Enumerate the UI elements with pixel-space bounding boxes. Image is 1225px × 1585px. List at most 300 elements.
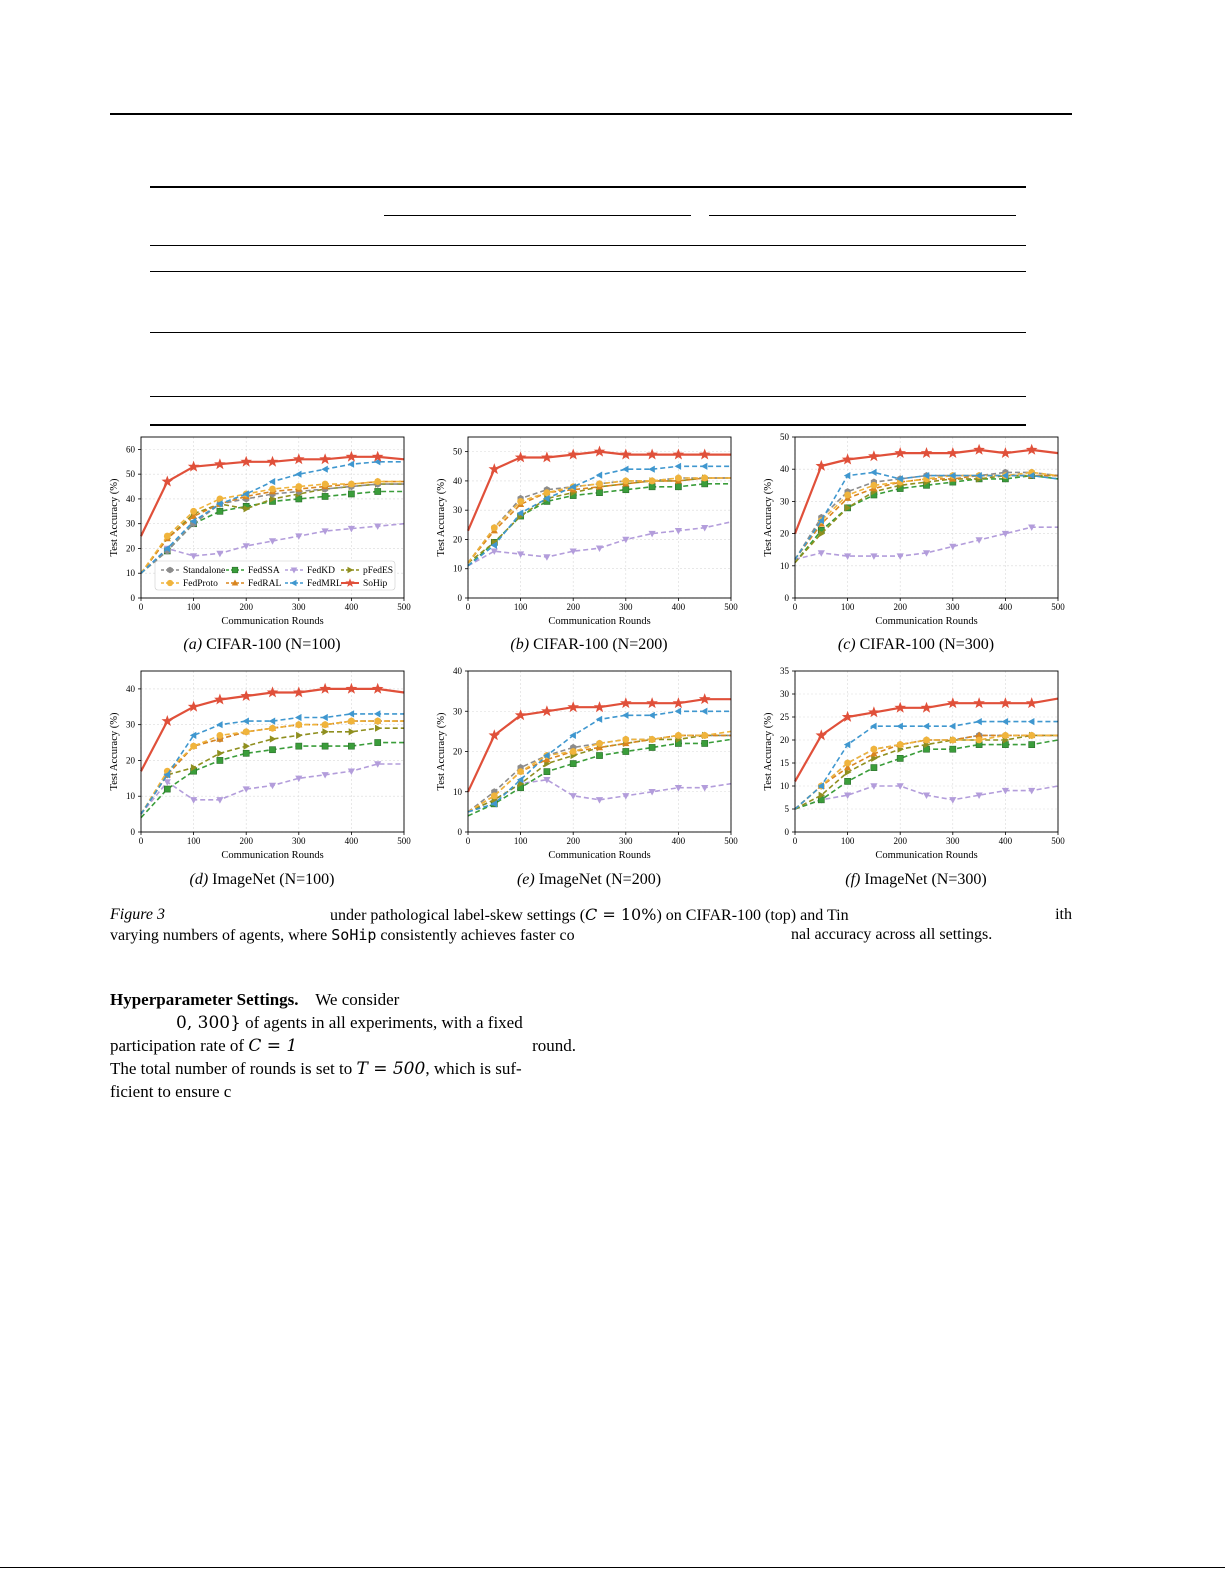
y-tick-label: 35 — [780, 666, 789, 676]
marker-sohip — [214, 694, 226, 705]
subcaption-b: (b) CIFAR-100 (N=200) — [510, 636, 668, 653]
marker-fedmrl — [648, 466, 655, 473]
marker-fedmrl — [675, 463, 682, 470]
x-tick-label: 0 — [792, 836, 798, 846]
marker-sohip — [947, 697, 959, 708]
x-tick-label: 500 — [397, 836, 411, 846]
y-axis-label: Test Accuracy (%) — [436, 478, 447, 557]
marker-fedmrl — [896, 723, 903, 730]
subcaption-d: (d) ImageNet (N=100) — [189, 871, 335, 888]
marker-fedproto — [844, 760, 851, 767]
y-tick-label: 15 — [780, 758, 789, 768]
series-line-fedssa — [468, 484, 731, 566]
marker-fedssa — [544, 769, 550, 775]
x-tick-label: 400 — [998, 602, 1013, 612]
marker-fedproto — [517, 498, 524, 505]
table-toprule — [150, 186, 1026, 188]
legend-label-standalone: Standalone — [183, 566, 226, 576]
figure-label: Figure 3 — [110, 906, 165, 923]
marker-fedssa — [296, 743, 302, 749]
chart-svg — [432, 432, 742, 627]
marker-fedssa — [570, 761, 576, 767]
legend-label-fedproto: FedProto — [183, 579, 218, 589]
marker-sohip — [699, 693, 711, 704]
header-rule — [110, 113, 1072, 115]
y-axis-label: Test Accuracy (%) — [763, 712, 774, 791]
y-tick-label: 20 — [453, 746, 462, 757]
marker-pfedes — [349, 728, 356, 735]
marker-fedmrl — [1028, 718, 1035, 725]
marker-sohip — [646, 449, 658, 460]
y-tick-label: 50 — [453, 446, 462, 457]
y-tick-label: 5 — [784, 804, 789, 814]
marker-fedssa — [322, 743, 328, 749]
marker-fedproto — [675, 475, 682, 482]
marker-fedproto — [570, 748, 577, 755]
y-tick-label: 20 — [453, 534, 462, 545]
x-axis-label: Communication Rounds — [548, 616, 651, 627]
marker-pfedes — [296, 732, 303, 739]
marker-sohip — [947, 447, 959, 458]
marker-sohip — [267, 456, 279, 467]
marker-fedmrl — [242, 718, 249, 725]
marker-fedssa — [269, 747, 275, 753]
marker-fedmrl — [675, 708, 682, 715]
marker-sohip — [673, 697, 685, 708]
x-tick-label: 300 — [946, 836, 960, 846]
chart-panel-f — [759, 666, 1069, 861]
figure-caption-line2: varying numbers of agents, where SoHip consistently achieves faster co nal accuracy across all settings. — [110, 926, 993, 944]
marker-sohip — [319, 683, 331, 694]
marker-sohip — [921, 447, 933, 458]
x-tick-label: 100 — [186, 602, 201, 612]
marker-fedssa — [217, 508, 223, 514]
chart-svg — [432, 666, 742, 861]
marker-sohip — [567, 701, 579, 712]
marker-fedmrl — [321, 714, 328, 721]
y-tick-label: 25 — [780, 712, 789, 722]
marker-fedproto — [164, 533, 171, 540]
subcaption-c: (c) CIFAR-100 (N=300) — [837, 636, 995, 653]
marker-fedproto — [322, 481, 329, 488]
legend-label-sohip: SoHip — [363, 579, 388, 589]
paragraph-line5: ficient to ensure c — [110, 1082, 232, 1101]
y-tick-label: 30 — [453, 706, 462, 717]
marker-fedproto — [374, 718, 381, 725]
y-tick-label: 20 — [126, 755, 135, 766]
marker-sohip — [594, 701, 606, 712]
marker-sohip — [973, 697, 985, 708]
subcaption-f: (f) ImageNet (N=300) — [845, 871, 987, 888]
x-axis-label: Communication Rounds — [875, 616, 978, 627]
x-axis-label: Communication Rounds — [548, 850, 651, 861]
marker-fedproto — [649, 736, 656, 743]
y-tick-label: 40 — [126, 683, 135, 694]
x-tick-label: 200 — [893, 836, 907, 846]
y-tick-label: 10 — [126, 568, 135, 579]
x-axis-label: Communication Rounds — [875, 850, 978, 861]
marker-sohip — [515, 451, 527, 462]
caption-segment-2: ith — [1055, 906, 1072, 923]
marker-fedproto — [870, 746, 877, 753]
y-tick-label: 40 — [780, 464, 789, 475]
marker-sohip — [973, 444, 985, 455]
x-tick-label: 0 — [138, 602, 144, 612]
x-tick-label: 500 — [1051, 836, 1065, 846]
marker-fedmrl — [870, 469, 877, 476]
chart-svg — [105, 432, 415, 627]
marker-fedproto — [348, 481, 355, 488]
marker-fedssa — [950, 746, 956, 752]
marker-fedproto — [269, 725, 276, 732]
x-tick-label: 400 — [671, 602, 686, 612]
x-tick-label: 400 — [344, 602, 359, 612]
marker-fedproto — [1028, 732, 1035, 739]
marker-fedssa — [348, 743, 354, 749]
marker-fedmrl — [295, 714, 302, 721]
marker-sohip — [868, 706, 880, 717]
marker-pfedes — [244, 743, 251, 750]
marker-sohip — [594, 446, 606, 457]
y-axis-label: Test Accuracy (%) — [763, 478, 774, 557]
marker-fedkd — [949, 797, 956, 804]
marker-fedproto — [976, 737, 983, 744]
y-axis-label: Test Accuracy (%) — [109, 712, 120, 791]
paragraph-line4: The total number of rounds is set to T = 500, which is suf- — [110, 1059, 522, 1079]
x-tick-label: 200 — [566, 602, 580, 612]
legend-marker-fedproto — [167, 580, 173, 586]
x-tick-label: 300 — [946, 602, 960, 612]
marker-fedssa — [649, 744, 655, 750]
marker-fedssa — [623, 748, 629, 754]
chart-panel-b — [432, 432, 742, 627]
x-tick-label: 0 — [465, 836, 471, 846]
marker-fedproto — [190, 743, 197, 750]
y-tick-label: 40 — [453, 475, 462, 486]
marker-fedproto — [190, 508, 197, 515]
marker-fedssa — [164, 786, 170, 792]
marker-fedssa — [675, 484, 681, 490]
caption-segment-1: under pathological label-skew settings (C = 10%) on CIFAR-100 (top) and Tin — [330, 905, 849, 924]
marker-fedssa — [596, 490, 602, 496]
marker-fedproto — [374, 478, 381, 485]
table-rule-3 — [150, 332, 1026, 333]
y-tick-label: 40 — [453, 666, 462, 676]
y-tick-label: 30 — [453, 505, 462, 516]
marker-fedproto — [491, 524, 498, 531]
subcaption-e: (e) ImageNet (N=200) — [516, 871, 662, 888]
marker-sohip — [816, 729, 828, 740]
marker-fedssa — [348, 491, 354, 497]
marker-sohip — [162, 476, 174, 487]
y-tick-label: 0 — [130, 593, 135, 603]
marker-fedproto — [295, 483, 302, 490]
marker-sohip — [541, 705, 553, 716]
marker-fedproto — [897, 741, 904, 748]
marker-fedmrl — [374, 710, 381, 717]
marker-fedproto — [1002, 732, 1009, 739]
marker-fedkd — [216, 551, 223, 558]
marker-fedmrl — [348, 461, 355, 468]
y-tick-label: 30 — [780, 689, 789, 699]
marker-sohip — [267, 686, 279, 697]
marker-fedkd — [322, 772, 329, 778]
marker-sohip — [1000, 697, 1012, 708]
y-tick-label: 50 — [126, 469, 135, 480]
x-tick-label: 200 — [239, 836, 253, 846]
marker-sohip — [162, 715, 174, 726]
y-tick-label: 0 — [784, 827, 789, 837]
x-tick-label: 100 — [186, 836, 201, 846]
marker-fedproto — [675, 732, 682, 739]
x-tick-label: 100 — [840, 602, 855, 612]
x-tick-label: 100 — [513, 602, 528, 612]
marker-pfedes — [375, 725, 382, 732]
y-axis-label: Test Accuracy (%) — [109, 478, 120, 557]
legend-marker-fedssa — [232, 567, 238, 573]
x-tick-label: 200 — [893, 602, 907, 612]
legend-label-fedral: FedRAL — [248, 579, 282, 589]
marker-sohip — [372, 683, 384, 694]
marker-fedkd — [243, 786, 250, 792]
marker-fedproto — [491, 792, 498, 799]
x-tick-label: 500 — [724, 602, 738, 612]
marker-sohip — [699, 449, 711, 460]
marker-fedmrl — [348, 710, 355, 717]
chart-svg — [759, 666, 1069, 861]
marker-fedproto — [243, 728, 250, 735]
method-name: SoHip — [331, 926, 377, 944]
x-tick-label: 300 — [619, 602, 633, 612]
y-tick-label: 10 — [453, 563, 462, 574]
marker-sohip — [1026, 444, 1038, 455]
marker-fedkd — [596, 546, 603, 553]
x-tick-label: 400 — [998, 836, 1013, 846]
marker-pfedes — [322, 728, 329, 735]
marker-fedmrl — [596, 472, 603, 479]
marker-fedproto — [295, 721, 302, 728]
marker-fedkd — [164, 779, 171, 786]
y-tick-label: 10 — [780, 781, 789, 791]
marker-fedmrl — [269, 718, 276, 725]
y-axis-label: Test Accuracy (%) — [436, 712, 447, 791]
subcaption-a: (a) CIFAR-100 (N=100) — [183, 636, 341, 653]
x-tick-label: 500 — [397, 602, 411, 612]
marker-fedmrl — [923, 723, 930, 730]
marker-fedproto — [348, 718, 355, 725]
marker-fedproto — [322, 721, 329, 728]
table-bottomrule — [150, 424, 1026, 426]
marker-pfedes — [270, 735, 277, 742]
marker-fedssa — [897, 755, 903, 761]
legend-label-pfedes: pFedES — [363, 566, 394, 576]
legend-label-fedmrl: FedMRL — [307, 579, 342, 589]
marker-sohip — [620, 697, 632, 708]
marker-pfedes — [217, 750, 224, 757]
chart-legend — [155, 561, 395, 590]
x-tick-label: 100 — [513, 836, 528, 846]
plot-frame — [795, 437, 1058, 598]
marker-fedkd — [543, 554, 550, 561]
marker-fedmrl — [321, 466, 328, 473]
y-tick-label: 0 — [457, 827, 462, 837]
y-tick-label: 50 — [780, 432, 789, 442]
marker-fedssa — [623, 487, 629, 493]
marker-fedkd — [622, 793, 629, 800]
marker-sohip — [346, 451, 358, 462]
marker-fedproto — [949, 737, 956, 744]
marker-sohip — [921, 702, 933, 713]
x-tick-label: 0 — [465, 602, 471, 612]
marker-sohip — [489, 463, 501, 474]
y-tick-label: 20 — [780, 528, 789, 539]
paragraph-heading: Hyperparameter Settings. — [110, 990, 299, 1009]
x-tick-label: 400 — [344, 836, 359, 846]
marker-fedssa — [375, 488, 381, 494]
x-tick-label: 300 — [292, 836, 306, 846]
paragraph-line3: participation rate of C = 1 round. — [110, 1036, 576, 1056]
marker-fedmrl — [216, 721, 223, 728]
marker-fedssa — [845, 778, 851, 784]
marker-fedmrl — [701, 708, 708, 715]
marker-sohip — [319, 453, 331, 464]
marker-fedmrl — [1002, 718, 1009, 725]
y-tick-label: 30 — [126, 719, 135, 730]
marker-fedproto — [517, 768, 524, 775]
x-tick-label: 200 — [566, 836, 580, 846]
marker-fedproto — [622, 477, 629, 484]
marker-fedkd — [701, 785, 708, 792]
marker-sohip — [1026, 697, 1038, 708]
marker-fedssa — [596, 752, 602, 758]
marker-fedmrl — [648, 712, 655, 719]
marker-fedkd — [570, 793, 577, 800]
marker-fedmrl — [269, 478, 276, 485]
x-tick-label: 300 — [292, 602, 306, 612]
y-tick-label: 0 — [130, 827, 135, 837]
y-tick-label: 0 — [784, 593, 789, 603]
table-rule-2 — [150, 271, 1026, 272]
x-tick-label: 200 — [239, 602, 253, 612]
series-line-fedmrl — [141, 462, 404, 573]
marker-fedproto — [543, 489, 550, 496]
marker-fedkd — [897, 553, 904, 560]
x-tick-label: 400 — [671, 836, 686, 846]
y-tick-label: 20 — [780, 735, 789, 745]
marker-sohip — [816, 460, 828, 471]
chart-svg — [105, 666, 415, 861]
y-tick-label: 10 — [780, 560, 789, 571]
x-tick-label: 0 — [138, 836, 144, 846]
marker-fedssa — [1029, 742, 1035, 748]
marker-fedproto — [269, 486, 276, 493]
marker-fedssa — [375, 739, 381, 745]
table-cmidrule-right — [709, 215, 1016, 216]
legend-label-fedkd: FedKD — [307, 566, 335, 576]
marker-fedkd — [675, 528, 682, 535]
marker-fedproto — [844, 492, 851, 499]
x-tick-label: 300 — [619, 836, 633, 846]
chart-panel-a — [105, 432, 415, 627]
marker-fedmrl — [622, 712, 629, 719]
paragraph-line2: 0, 300} of agents in all experiments, with a fixed — [176, 1013, 523, 1033]
table-rule-4 — [150, 396, 1026, 397]
marker-fedmrl — [844, 741, 851, 748]
marker-fedmrl — [596, 716, 603, 723]
marker-fedkd — [949, 544, 956, 551]
marker-fedproto — [596, 480, 603, 487]
marker-sohip — [894, 447, 906, 458]
y-tick-label: 40 — [126, 493, 135, 504]
chart-svg — [759, 432, 1069, 627]
x-axis-label: Communication Rounds — [221, 616, 324, 627]
marker-fedssa — [871, 765, 877, 771]
x-tick-label: 500 — [724, 836, 738, 846]
marker-sohip — [214, 458, 226, 469]
marker-fedproto — [701, 732, 708, 739]
footer-rule — [0, 1567, 1225, 1568]
series-line-fedssa — [468, 739, 731, 816]
marker-fedproto — [701, 475, 708, 482]
paragraph-line1: Hyperparameter Settings. We consider — [110, 990, 400, 1009]
marker-fedmrl — [190, 732, 197, 739]
marker-fedssa — [649, 484, 655, 490]
marker-fedssa — [322, 493, 328, 499]
marker-fedssa — [702, 740, 708, 746]
table-midrule — [150, 245, 1026, 246]
marker-sohip — [541, 451, 553, 462]
x-tick-label: 100 — [840, 836, 855, 846]
marker-fedssa — [217, 757, 223, 763]
marker-fedssa — [243, 750, 249, 756]
marker-fedmrl — [949, 723, 956, 730]
figure-caption-line1 — [110, 905, 1072, 925]
y-tick-label: 10 — [453, 786, 462, 797]
marker-sohip — [868, 450, 880, 461]
marker-fedproto — [870, 482, 877, 489]
x-axis-label: Communication Rounds — [221, 850, 324, 861]
marker-fedkd — [269, 538, 276, 545]
x-tick-label: 0 — [792, 602, 798, 612]
marker-fedproto — [649, 477, 656, 484]
legend-label-fedssa: FedSSA — [248, 566, 280, 576]
marker-sohip — [1000, 447, 1012, 458]
chart-panel-d — [105, 666, 415, 861]
marker-fedkd — [596, 797, 603, 804]
marker-sohip — [646, 697, 658, 708]
marker-fedproto — [596, 740, 603, 747]
marker-fedmrl — [701, 463, 708, 470]
x-tick-label: 500 — [1051, 602, 1065, 612]
y-tick-label: 0 — [457, 593, 462, 603]
marker-fedmrl — [622, 466, 629, 473]
chart-panel-e — [432, 666, 742, 861]
marker-fedmrl — [295, 471, 302, 478]
table-cmidrule-left — [384, 215, 691, 216]
marker-fedssa — [702, 481, 708, 487]
plot-frame — [468, 671, 731, 832]
y-tick-label: 30 — [126, 518, 135, 529]
marker-fedmrl — [975, 718, 982, 725]
y-tick-label: 30 — [780, 496, 789, 507]
marker-fedproto — [923, 737, 930, 744]
y-tick-label: 60 — [126, 444, 135, 455]
y-tick-label: 10 — [126, 791, 135, 802]
marker-fedproto — [216, 732, 223, 739]
y-tick-label: 20 — [126, 543, 135, 554]
chart-panel-c — [759, 432, 1069, 627]
marker-fedproto — [622, 736, 629, 743]
